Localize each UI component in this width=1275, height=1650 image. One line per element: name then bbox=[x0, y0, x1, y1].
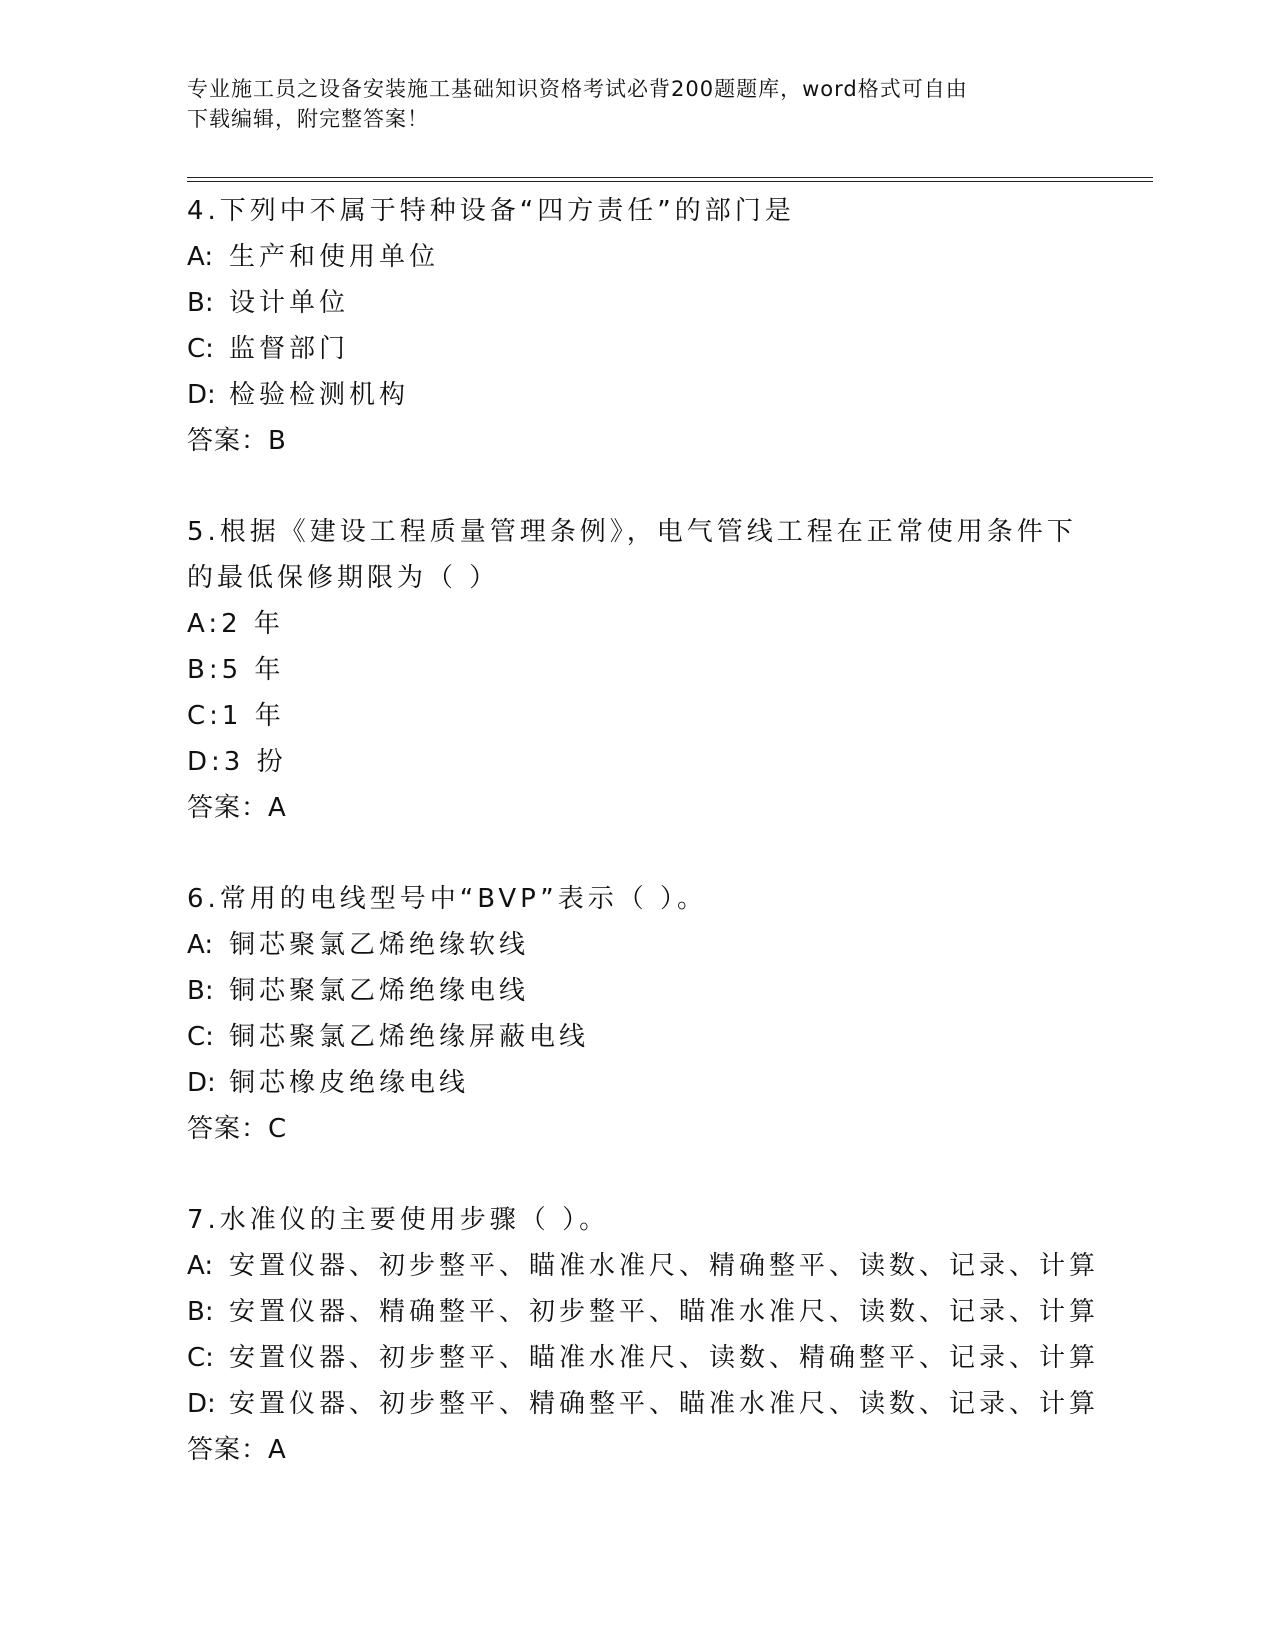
option-text: 铜芯聚氯乙烯绝缘屏蔽电线 bbox=[229, 1022, 590, 1052]
option-c bbox=[187, 1014, 1087, 1060]
question-text-continued: 的最低保修期限为（ ） bbox=[187, 563, 500, 593]
option-letter: A: bbox=[187, 930, 214, 960]
question-block bbox=[187, 188, 1087, 464]
header-divider-bottom bbox=[187, 181, 1153, 182]
option-letter: D: bbox=[187, 1389, 216, 1419]
option-letter: A: bbox=[187, 609, 222, 639]
option-d bbox=[187, 1060, 1087, 1106]
option-letter: C: bbox=[187, 334, 214, 364]
option-text: 安置仪器、初步整平、瞄准水准尺、读数、精确整平、记录、计算 bbox=[229, 1343, 1100, 1373]
question-text: 4.下列中不属于特种设备“四方责任”的部门是 bbox=[187, 196, 795, 226]
option-b bbox=[187, 1289, 1100, 1335]
option-text: 5 年 bbox=[221, 655, 285, 685]
option-text: 设计单位 bbox=[229, 288, 350, 318]
question-spacer bbox=[187, 1152, 1087, 1197]
option-text: 3 扮 bbox=[223, 747, 287, 777]
question-spacer bbox=[187, 831, 1087, 876]
option-letter: B: bbox=[187, 1297, 214, 1327]
option-a bbox=[187, 1243, 1100, 1289]
option-b bbox=[187, 280, 1087, 326]
option-letter: B: bbox=[187, 655, 222, 685]
question-list bbox=[187, 188, 1100, 1473]
answer-line: 答案：C bbox=[187, 1114, 288, 1144]
option-letter: C: bbox=[187, 1343, 214, 1373]
option-c bbox=[187, 1335, 1100, 1381]
option-text: 铜芯聚氯乙烯绝缘软线 bbox=[229, 930, 530, 960]
option-a bbox=[187, 922, 1087, 968]
answer-line: 答案：A bbox=[187, 793, 287, 823]
question-text: 6.常用的电线型号中“BVP”表示（ ）。 bbox=[187, 884, 707, 914]
option-text: 生产和使用单位 bbox=[229, 242, 440, 272]
question-spacer bbox=[187, 464, 1087, 509]
option-text: 监督部门 bbox=[229, 334, 350, 364]
answer-line: 答案：B bbox=[187, 426, 287, 456]
question-text: 7.水准仪的主要使用步骤（ ）。 bbox=[187, 1205, 610, 1235]
answer-line: 答案：A bbox=[187, 1435, 287, 1465]
option-c bbox=[187, 326, 1087, 372]
header-line-1: 专业施工员之设备安装施工基础知识资格考试必背200题题库，word格式可自由 bbox=[187, 77, 968, 101]
option-text: 检验检测机构 bbox=[229, 380, 410, 410]
question-block bbox=[187, 509, 1087, 831]
question-block bbox=[187, 876, 1087, 1152]
document-header bbox=[187, 74, 1087, 134]
option-letter: A: bbox=[187, 1251, 214, 1281]
option-text: 安置仪器、精确整平、初步整平、瞄准水准尺、读数、记录、计算 bbox=[229, 1297, 1100, 1327]
option-letter: C: bbox=[187, 701, 222, 731]
option-letter: C: bbox=[187, 1022, 214, 1052]
option-text: 安置仪器、初步整平、精确整平、瞄准水准尺、读数、记录、计算 bbox=[229, 1389, 1100, 1419]
option-letter: B: bbox=[187, 976, 214, 1006]
option-d bbox=[187, 372, 1087, 418]
option-letter: B: bbox=[187, 288, 214, 318]
option-a bbox=[187, 601, 1087, 647]
option-letter: A: bbox=[187, 242, 214, 272]
header-divider-top bbox=[187, 177, 1153, 178]
option-b bbox=[187, 647, 1087, 693]
option-letter: D: bbox=[187, 380, 216, 410]
option-a bbox=[187, 234, 1087, 280]
header-line-2: 下载编辑，附完整答案！ bbox=[187, 107, 429, 131]
question-text: 5.根据《建设工程质量管理条例》，电气管线工程在正常使用条件下 bbox=[187, 517, 1077, 547]
option-text: 铜芯聚氯乙烯绝缘电线 bbox=[229, 976, 530, 1006]
option-letter: D: bbox=[187, 1068, 216, 1098]
option-text: 2 年 bbox=[221, 609, 284, 639]
option-b bbox=[187, 968, 1087, 1014]
option-c bbox=[187, 693, 1087, 739]
option-text: 1 年 bbox=[221, 701, 285, 731]
question-block bbox=[187, 1197, 1100, 1473]
option-text: 铜芯橡皮绝缘电线 bbox=[229, 1068, 470, 1098]
option-d bbox=[187, 1381, 1100, 1427]
option-letter: D: bbox=[187, 747, 224, 777]
option-d bbox=[187, 739, 1087, 785]
option-text: 安置仪器、初步整平、瞄准水准尺、精确整平、读数、记录、计算 bbox=[229, 1251, 1100, 1281]
